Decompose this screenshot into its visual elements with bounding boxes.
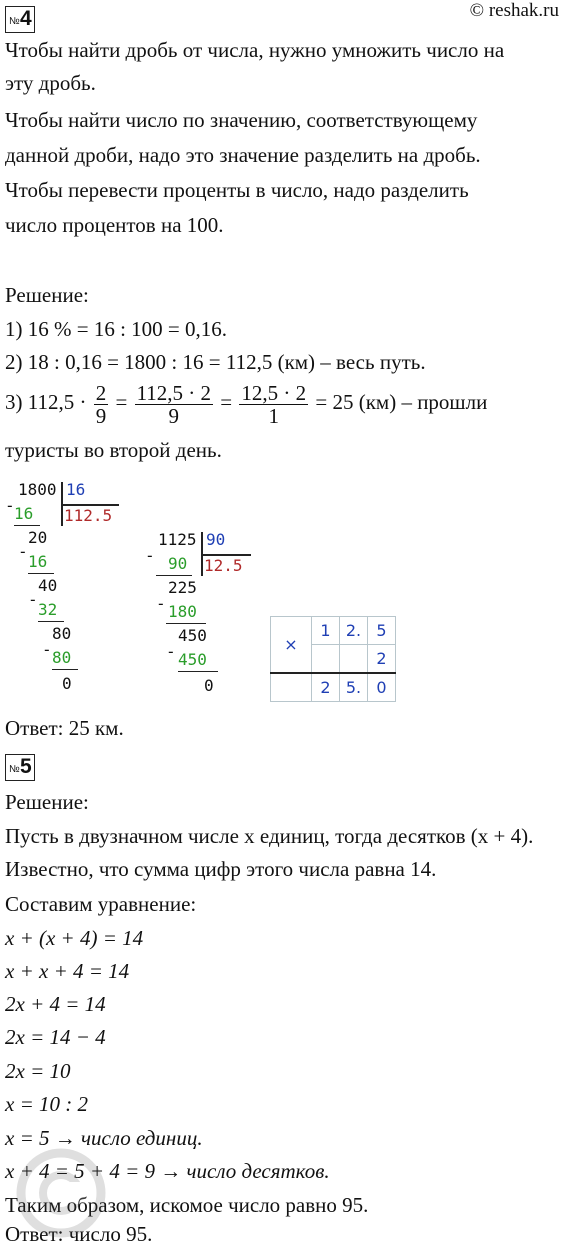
subtrahend: 450	[178, 650, 207, 669]
equation-line: x + (x + 4) = 14	[5, 926, 144, 950]
rule-line: Чтобы найти число по значению, соответствующему	[5, 108, 478, 132]
equation-line: x + 4 = 5 + 4 = 9 → число десятков.	[5, 1159, 330, 1183]
watermark-logo	[6, 1138, 116, 1248]
subtraction-line	[28, 573, 54, 574]
equation-line: 2x + 4 = 14	[5, 992, 106, 1016]
divisor: 90	[206, 530, 226, 549]
equation-line: x = 10 : 2	[5, 1092, 88, 1116]
subtraction-line	[166, 623, 206, 624]
dividend: 1125	[158, 530, 197, 549]
division-bar	[201, 554, 251, 556]
long-division-1800-by-16	[5, 480, 128, 700]
task-number-badge	[5, 754, 35, 781]
equals-sign: =	[220, 390, 233, 414]
subtraction-line	[14, 525, 40, 526]
remainder: 40	[38, 576, 58, 595]
remainder: 80	[52, 624, 72, 643]
equation-line: x = 5 → число единиц.	[5, 1126, 203, 1150]
column-multiplication	[270, 616, 396, 702]
equation-line: 2x = 10	[5, 1059, 71, 1083]
solution-step-3	[5, 378, 487, 427]
minus-sign: -	[18, 542, 28, 561]
fraction-112-5x2-over-9: $\frac{112,5 \cdot 2}{9}$	[136, 380, 212, 428]
quotient: 112.5	[64, 506, 113, 525]
solution-line: Известно, что сумма цифр этого числа равна 14.	[5, 857, 437, 881]
divisor: 16	[66, 480, 86, 499]
site-credit: © reshak.ru	[469, 0, 559, 21]
rule-line: число процентов на 100.	[5, 213, 224, 237]
subtrahend: 32	[38, 600, 58, 619]
multiply-sign: ×	[271, 617, 312, 674]
conclusion-line: Таким образом, искомое число равно 95.	[5, 1193, 369, 1217]
digit-cell	[312, 645, 340, 674]
subtrahend: 80	[52, 648, 72, 667]
rule-line: Чтобы найти дробь от числа, нужно умножить число на	[5, 38, 505, 62]
solution-label: Решение:	[5, 283, 89, 307]
digit-cell: 2.	[340, 617, 368, 645]
answer: Ответ: 25 км.	[5, 716, 124, 740]
rule-line: эту дробь.	[5, 71, 96, 95]
remainder: 20	[28, 528, 48, 547]
remainder: 0	[62, 674, 72, 693]
empty-cell	[271, 673, 312, 702]
digit-cell: 0	[368, 673, 396, 702]
dividend: 1800	[18, 480, 57, 499]
minus-sign: -	[28, 590, 38, 609]
fraction-12-5x2-over-1: $\frac{12,5 \cdot 2}{1}$	[241, 380, 307, 428]
task-number: 5	[20, 755, 32, 778]
product-row	[271, 673, 396, 702]
long-division-1125-by-90	[145, 530, 268, 700]
subtrahend: 16	[28, 552, 48, 571]
solution-line: Пусть в двузначном числе x единиц, тогда десятков (x + 4).	[5, 824, 534, 848]
remainder: 225	[168, 578, 197, 597]
solution-label: Решение:	[5, 790, 89, 814]
task-number-badge	[5, 6, 35, 33]
solution-step-1: 1) 16 % = 16 : 100 = 0,16.	[5, 317, 228, 341]
answer: Ответ: число 95.	[5, 1222, 153, 1246]
digit-cell: 5	[368, 617, 396, 645]
equals-sign: =	[115, 390, 128, 414]
equation-line: 2x = 14 − 4	[5, 1025, 106, 1049]
digit-cell: 2	[312, 673, 340, 702]
task-number: 4	[20, 7, 32, 30]
solution-line: Составим уравнение:	[5, 892, 197, 916]
number-sign: №	[9, 764, 20, 775]
minus-sign: -	[166, 642, 176, 661]
step3-suffix: = 25 (км) – прошли	[315, 390, 488, 414]
subtrahend: 16	[14, 504, 34, 523]
step3-prefix: 3) 112,5 ·	[5, 390, 87, 414]
quotient: 12.5	[204, 556, 243, 575]
digit-cell: 5.	[340, 673, 368, 702]
equation-line: x + x + 4 = 14	[5, 959, 130, 983]
number-sign: №	[9, 16, 20, 27]
subtraction-line	[38, 621, 64, 622]
multiplicand-row	[271, 617, 396, 645]
remainder: 0	[204, 676, 214, 695]
digit-cell: 2	[368, 645, 396, 674]
step3-continuation: туристы во второй день.	[5, 438, 222, 462]
minus-sign: -	[145, 546, 155, 565]
minus-sign: -	[5, 496, 15, 515]
rule-line: Чтобы перевести проценты в число, надо разделить	[5, 178, 469, 202]
subtraction-line	[178, 671, 218, 672]
subtraction-line	[156, 575, 192, 576]
rule-line: данной дроби, надо это значение разделить на дробь.	[5, 143, 481, 167]
subtrahend: 180	[168, 602, 197, 621]
minus-sign: -	[42, 640, 52, 659]
digit-cell	[340, 645, 368, 674]
subtrahend: 90	[168, 554, 188, 573]
fraction-2-9: $\frac{2}{9}$	[95, 380, 107, 428]
subtraction-line	[52, 669, 78, 670]
minus-sign: -	[156, 594, 166, 613]
division-bar	[61, 504, 119, 506]
remainder: 450	[178, 626, 207, 645]
solution-step-2: 2) 18 : 0,16 = 1800 : 16 = 112,5 (км) – весь путь.	[5, 350, 426, 374]
digit-cell: 1	[312, 617, 340, 645]
